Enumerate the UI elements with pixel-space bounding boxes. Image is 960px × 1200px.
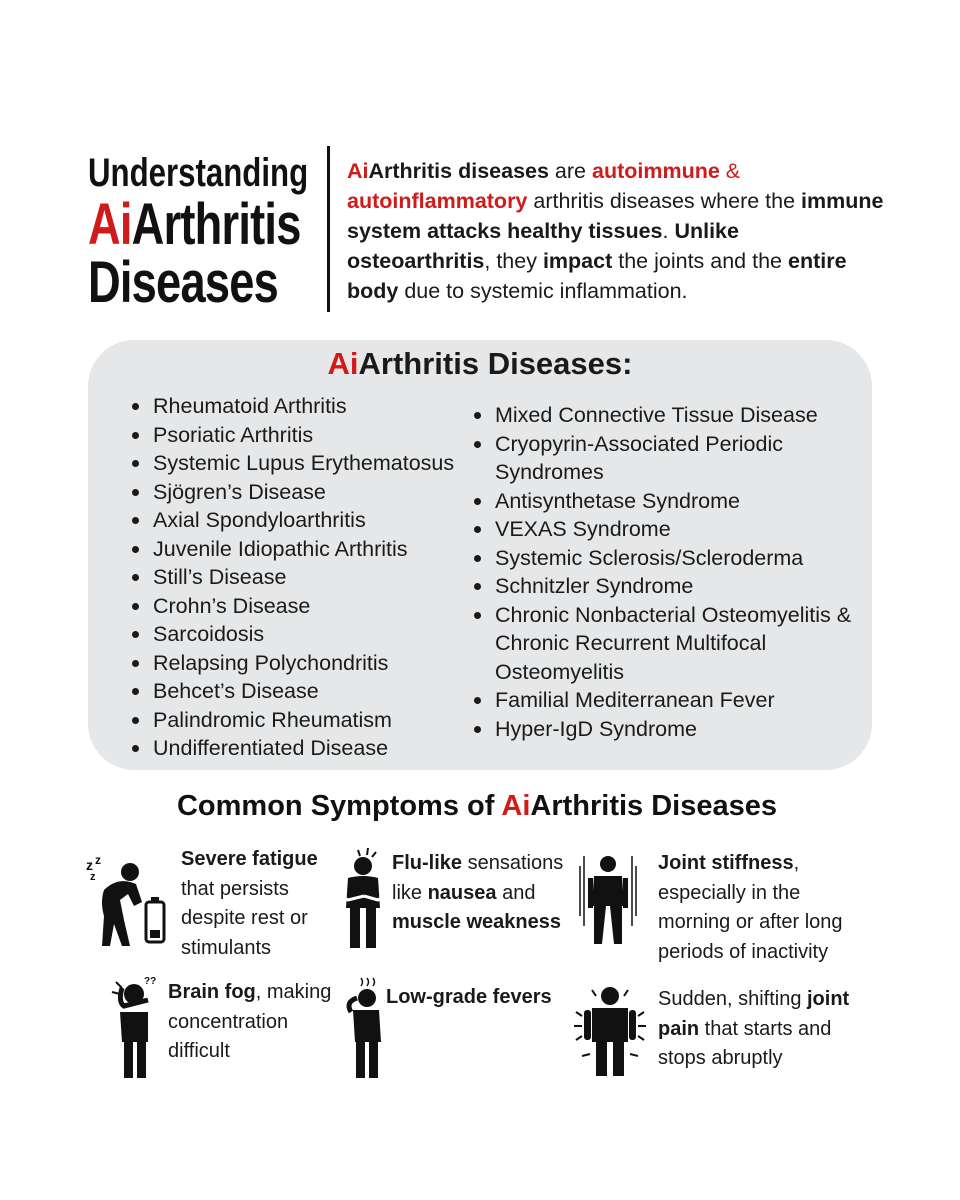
disease-title-rest: Arthritis Diseases: [358,346,633,381]
list-item: Systemic Lupus Erythematosus [130,449,475,478]
symptom-fatigue-rest: that persists despite rest or stimulants [181,877,308,959]
header-divider [327,146,330,312]
page-title [88,150,309,315]
symptoms-title-pre: Common Symptoms of [176,790,502,822]
symptom-fever-text [386,983,576,1013]
list-item: Axial Spondyloarthritis [130,506,475,535]
list-item: Mixed Connective Tissue Disease [472,401,867,430]
list-item: Undifferentiated Disease [130,734,475,763]
intro-text: the joints and the [612,249,788,273]
intro-autoimmune: autoimmune [591,159,720,183]
list-item: Sjögren’s Disease [130,478,475,507]
intro-text: are [548,159,592,183]
list-item: Chronic Nonbacterial Osteomyelitis & Chronic Recurrent Multifocal Osteomyelitis [472,601,867,687]
title-line-understanding: Understanding [88,151,309,195]
list-item: Cryopyrin-Associated Periodic Syndromes [472,430,867,487]
list-item: Juvenile Idiopathic Arthritis [130,535,475,564]
confused-person-icon [108,972,170,1080]
joint-pain-person-icon [572,982,648,1078]
stiff-person-icon [578,846,638,946]
intro-impact: impact [542,249,613,273]
title-ai-highlight: Ai [88,192,132,257]
svg-text:??: ?? [144,976,157,987]
intro-ampersand: & [719,159,741,183]
list-item: Hyper-IgD Syndrome [472,715,867,744]
title-line-diseases: Diseases [88,250,278,315]
symptom-brainfog-bold: Brain fog [168,981,256,1003]
list-item: Familial Mediterranean Fever [472,686,867,715]
list-item: Still’s Disease [130,563,475,592]
list-item: Crohn’s Disease [130,592,475,621]
svg-text:z: z [90,871,96,883]
symptom-stiffness-bold: Joint stiffness [658,852,794,874]
symptom-flu-nausea: nausea [427,881,497,904]
intro-unlike-oa: Unlike osteoarthritis [347,219,739,273]
intro-text: , they [484,249,543,273]
disease-title-ai: Ai [327,346,359,381]
intro-text: arthritis diseases where the [527,189,802,213]
list-item: Schnitzler Syndrome [472,572,867,601]
list-item: Rheumatoid Arthritis [130,392,475,421]
symptom-flu-weakness: muscle weakness [392,911,561,933]
disease-list-right [472,401,867,743]
symptom-flu-bold: Flu-like [392,852,463,874]
list-item: Palindromic Rheumatism [130,706,475,735]
list-item: Sarcoidosis [130,620,475,649]
intro-ai: Ai [347,159,369,183]
disease-list-left [130,392,475,763]
symptom-brainfog-text [168,978,348,1067]
feverish-person-icon [343,976,387,1080]
intro-entire-body: entire body [347,249,847,303]
symptom-jointpain-bold: joint pain [658,988,850,1040]
svg-text:z: z [86,857,93,873]
symptom-jointpain-text [658,985,878,1074]
list-item: Psoriatic Arthritis [130,421,475,450]
intro-autoinflammatory: autoinflammatory [347,189,528,213]
disease-list-title [0,346,960,382]
symptoms-title [0,790,954,823]
intro-text: due to systemic inflammation. [398,279,688,303]
svg-text:z: z [95,853,101,867]
symptom-brainfog-rest: , making concentration difficult [168,981,332,1062]
intro-immune-attack: immune system attacks healthy tissues [347,189,884,243]
list-item: Behcet’s Disease [130,677,475,706]
symptom-flu-rest: sensations like [392,852,564,904]
nauseous-person-icon [338,846,388,950]
symptom-stiffness-rest: , especially in the morning or after long periods of inactivity [658,852,843,963]
symptom-fatigue-bold: Severe fatigue [181,848,318,870]
tired-person-icon [84,850,178,950]
intro-term: Arthritis diseases [368,159,549,183]
symptom-jointpain-rest: Sudden, shifting [658,988,807,1010]
title-arthritis: Arthritis [131,192,301,257]
symptom-fatigue-text [181,845,331,963]
symptom-flu-rest: and [496,881,536,904]
symptoms-title-post: Arthritis Diseases [530,790,777,822]
symptom-stiffness-text [658,849,878,967]
symptoms-title-ai: Ai [501,790,531,822]
intro-text: . [662,219,675,243]
list-item: Systemic Sclerosis/Scleroderma [472,544,867,573]
symptom-flu-text [392,849,572,938]
title-line-aiarthritis [88,192,301,257]
list-item: Antisynthetase Syndrome [472,487,867,516]
symptom-fever-bold: Low-grade fevers [386,986,552,1008]
list-item: Relapsing Polychondritis [130,649,475,678]
symptom-jointpain-rest: that starts and stops abruptly [658,1017,832,1069]
intro-paragraph [347,156,887,306]
list-item: VEXAS Syndrome [472,515,867,544]
